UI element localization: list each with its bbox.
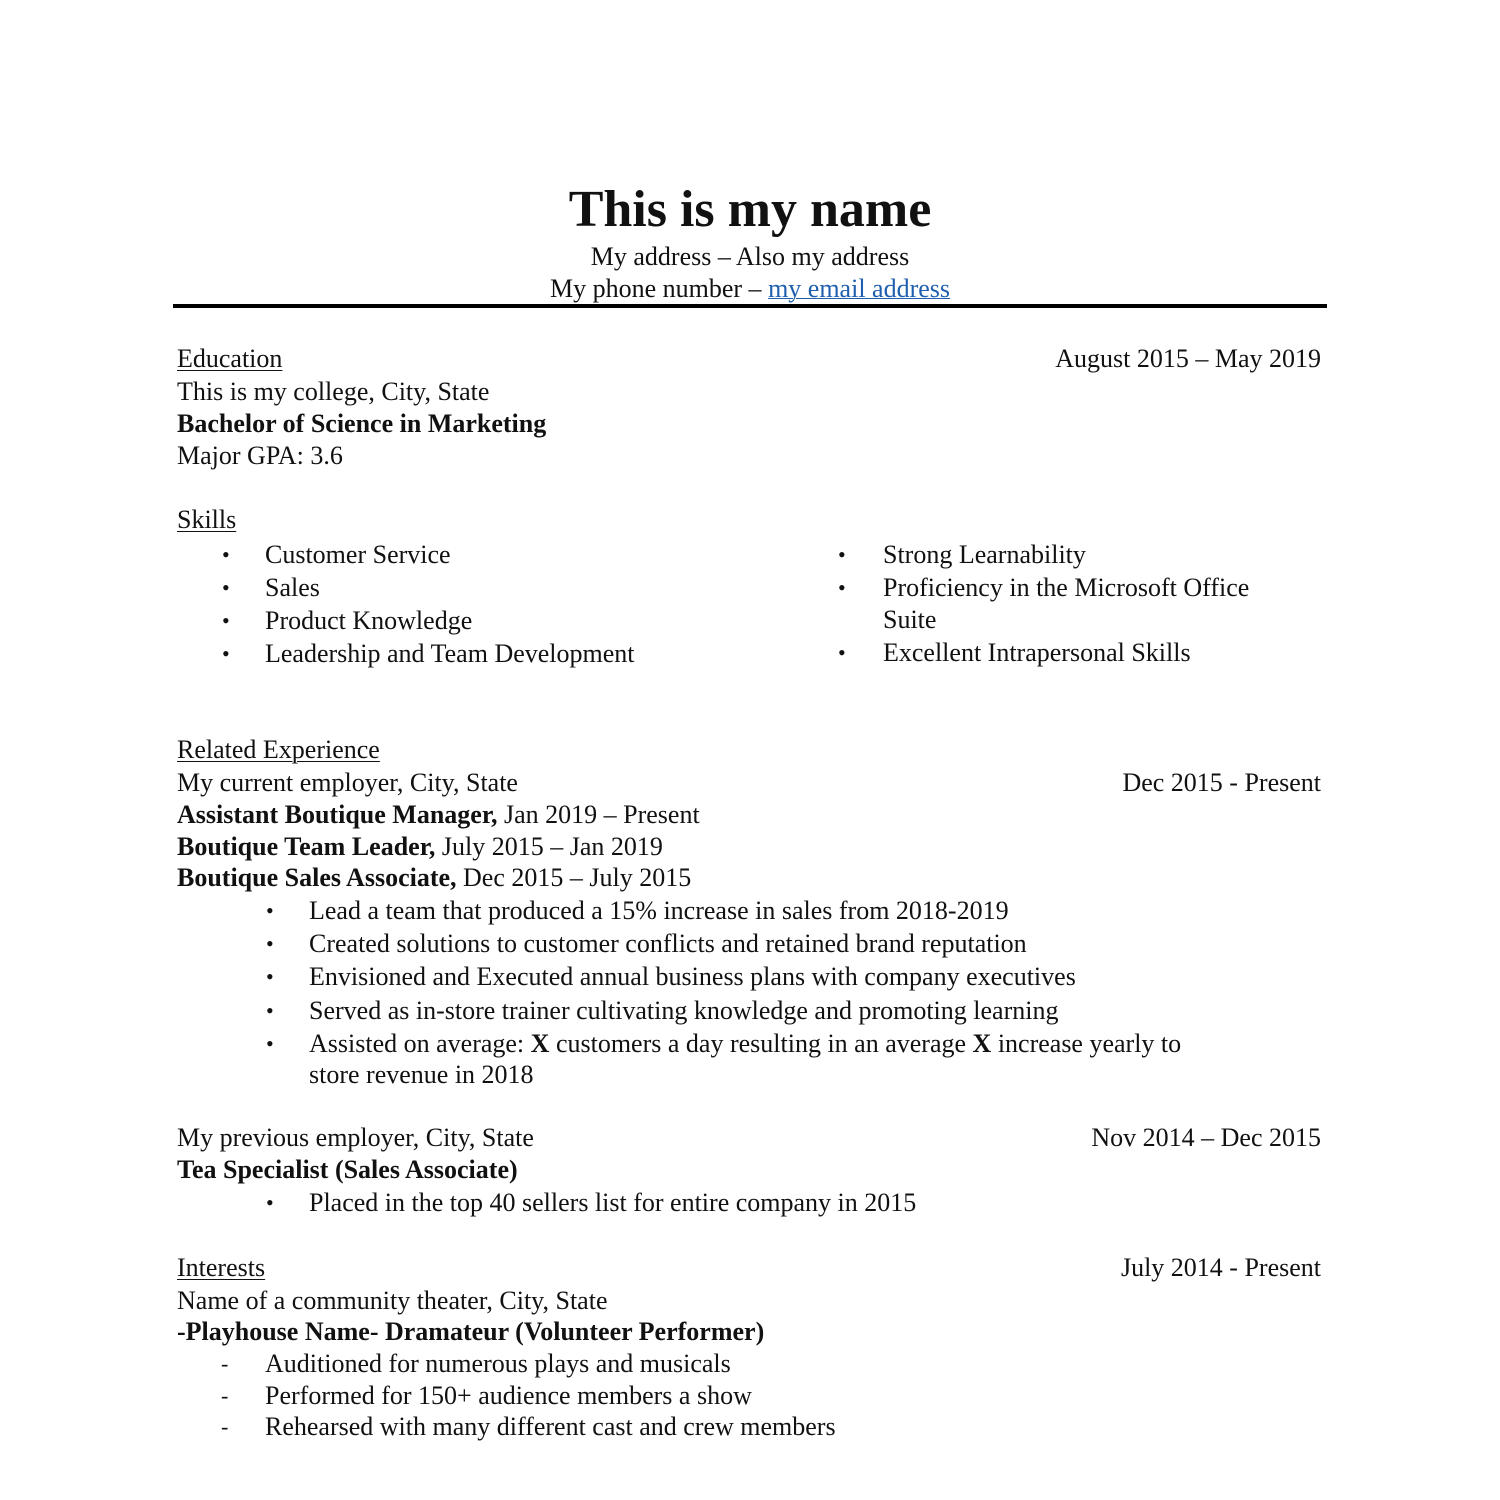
bullet-icon: • xyxy=(838,575,846,600)
bullet-icon: • xyxy=(222,575,230,600)
list-item: Strong Learnability xyxy=(883,540,1086,569)
email-link[interactable]: my email address xyxy=(768,274,951,303)
header-divider xyxy=(173,304,1327,308)
education-heading: Education xyxy=(177,344,283,373)
list-item: Rehearsed with many different cast and crew members xyxy=(265,1412,836,1441)
employer: My previous employer, City, State xyxy=(177,1123,534,1152)
resume-name: This is my name xyxy=(568,181,932,238)
list-item-continued: store revenue in 2018 xyxy=(309,1060,534,1089)
organization: Name of a community theater, City, State xyxy=(177,1286,608,1315)
list-item: Created solutions to customer conflicts and retained brand reputation xyxy=(309,929,1027,958)
list-item: Served as in-store trainer cultivating knowledge and promoting learning xyxy=(309,996,1059,1025)
employer-dates: Dec 2015 - Present xyxy=(1122,768,1321,797)
list-item: Product Knowledge xyxy=(265,606,473,635)
bullet-icon: • xyxy=(266,1190,274,1215)
school: This is my college, City, State xyxy=(177,377,490,406)
bullet-icon: • xyxy=(222,608,230,633)
bullet-icon: • xyxy=(838,542,846,567)
skills-heading: Skills xyxy=(177,505,237,534)
employer-dates: Nov 2014 – Dec 2015 xyxy=(1091,1123,1321,1152)
education-dates: August 2015 – May 2019 xyxy=(1055,344,1321,373)
experience-heading: Related Experience xyxy=(177,735,380,764)
bullet-icon: • xyxy=(266,1031,274,1056)
degree: Bachelor of Science in Marketing xyxy=(177,409,547,438)
role: Tea Specialist (Sales Associate) xyxy=(177,1155,518,1184)
phone: My phone number – xyxy=(549,274,769,303)
gpa: Major GPA: 3.6 xyxy=(177,441,343,470)
employer: My current employer, City, State xyxy=(177,768,518,797)
role: Boutique Team Leader, July 2015 – Jan 2019 xyxy=(177,832,663,861)
list-item: Performed for 150+ audience members a show xyxy=(265,1381,752,1410)
dash-icon: - xyxy=(221,1414,229,1439)
address: My address – Also my address xyxy=(590,242,910,271)
role: Assistant Boutique Manager, Jan 2019 – Present xyxy=(177,800,700,829)
list-item: Lead a team that produced a 15% increase in sales from 2018-2019 xyxy=(309,896,1009,925)
bullet-icon: • xyxy=(266,998,274,1023)
dash-icon: - xyxy=(221,1351,229,1376)
list-item: Envisioned and Executed annual business plans with company executives xyxy=(309,962,1076,991)
interests-heading: Interests xyxy=(177,1253,266,1282)
list-item: Assisted on average: X customers a day resulting in an average X increase yearly to xyxy=(309,1029,1182,1058)
list-item: Excellent Intrapersonal Skills xyxy=(883,638,1191,667)
bullet-icon: • xyxy=(222,641,230,666)
dash-icon: - xyxy=(221,1383,229,1408)
role: -Playhouse Name- Dramateur (Volunteer Performer) xyxy=(177,1317,765,1346)
list-item: Leadership and Team Development xyxy=(265,639,635,668)
bullet-icon: • xyxy=(838,640,846,665)
list-item: Customer Service xyxy=(265,540,451,569)
list-item: Auditioned for numerous plays and musicals xyxy=(265,1349,731,1378)
bullet-icon: • xyxy=(266,964,274,989)
list-item: Placed in the top 40 sellers list for entire company in 2015 xyxy=(309,1188,917,1217)
contact-line xyxy=(0,273,1500,305)
role: Boutique Sales Associate, Dec 2015 – July 2015 xyxy=(177,863,692,892)
bullet-icon: • xyxy=(266,931,274,956)
interests-dates: July 2014 - Present xyxy=(1120,1253,1321,1282)
list-item: Suite xyxy=(883,605,937,634)
list-item: Sales xyxy=(265,573,320,602)
bullet-icon: • xyxy=(222,542,230,567)
list-item: Proficiency in the Microsoft Office xyxy=(883,573,1250,602)
bullet-icon: • xyxy=(266,898,274,923)
